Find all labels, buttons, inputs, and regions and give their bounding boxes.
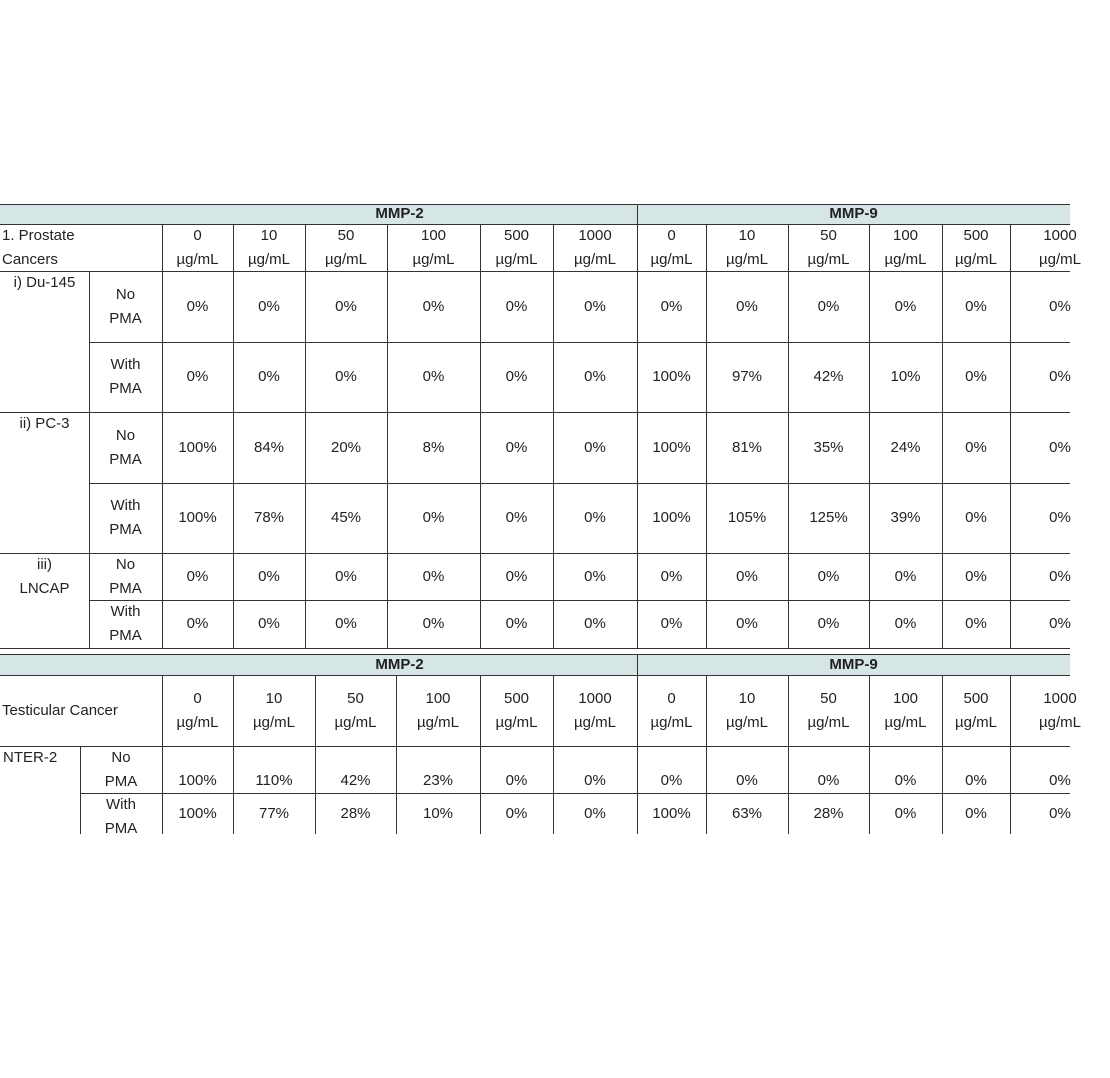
table-title: Testicular Cancer [2,701,118,719]
column-header: 10 µg/mL [248,226,290,268]
value-cell: 77% [258,804,290,822]
value-cell: 0% [422,297,445,315]
value-cell: 0% [965,567,987,585]
value-cell: 97% [731,368,763,385]
value-cell: 100% [652,438,691,456]
value-cell: 110% [255,772,293,789]
value-cell: 0% [965,509,987,526]
grid-line [869,224,870,648]
grid-line [637,654,638,834]
value-cell: 0% [1049,297,1071,315]
value-cell: 0% [660,615,683,632]
group-header-mmp9: MMP-9 [637,654,1070,675]
grid-line [80,793,1070,794]
value-cell: 0% [335,567,357,585]
grid-line [788,224,789,648]
condition-label: With PMA [109,603,142,644]
value-cell: 100% [178,772,217,789]
value-cell: 8% [422,438,445,456]
column-header: 1000 µg/mL [574,226,616,268]
condition-label: No PMA [109,285,142,327]
value-cell: 0% [894,297,917,315]
condition-label: No PMA [109,426,142,468]
value-cell: 0% [335,368,357,385]
grid-line [80,746,81,834]
grid-line [0,204,1070,205]
value-cell: 125% [809,509,848,526]
value-cell: 0% [258,567,280,585]
value-cell: 0% [584,772,606,789]
value-cell: 0% [1049,509,1071,526]
value-cell: 10% [422,804,454,822]
grid-line [1010,224,1011,648]
value-cell: 0% [335,615,357,632]
grid-line [387,224,388,648]
grid-line [89,483,1070,484]
value-cell: 0% [894,772,917,789]
value-cell: 0% [505,615,528,632]
grid-line [0,648,1070,649]
value-cell: 0% [584,615,606,632]
value-cell: 0% [1049,567,1071,585]
column-header: 1000 µg/mL [1039,226,1081,268]
value-cell: 45% [330,509,362,526]
column-header: 100 µg/mL [884,226,927,268]
value-cell: 0% [660,772,683,789]
condition-label: With PMA [109,356,142,397]
value-cell: 0% [584,368,606,385]
value-cell: 28% [340,804,371,822]
group-label: NTER-2 [3,749,58,766]
value-cell: 0% [965,438,987,456]
value-cell: 0% [186,615,209,632]
column-header: 500 µg/mL [955,689,997,731]
grid-line [396,675,397,834]
column-header: 10 µg/mL [726,226,768,268]
grid-line [89,600,1070,601]
value-cell: 0% [1049,368,1071,385]
value-cell: 0% [965,804,987,822]
value-cell: 24% [890,438,921,456]
grid-line [788,675,789,834]
value-cell: 0% [660,567,683,585]
value-cell: 0% [894,804,917,822]
value-cell: 0% [505,297,528,315]
value-cell: 0% [1049,772,1071,789]
value-cell: 0% [422,615,445,632]
value-cell: 0% [258,615,280,632]
grid-line [162,675,163,834]
value-cell: 0% [1049,615,1071,632]
grid-line [0,553,1070,554]
grid-line [869,675,870,834]
grid-line [942,675,943,834]
value-cell: 0% [422,368,445,385]
column-header: 0 µg/mL [176,689,219,731]
group-label: ii) PC-3 [19,415,70,432]
value-cell: 63% [731,804,763,822]
value-cell: 28% [813,804,844,822]
value-cell: 0% [584,438,606,456]
grid-line [0,224,1070,225]
value-cell: 0% [422,509,445,526]
condition-label: With PMA [104,796,138,837]
value-cell: 0% [422,567,445,585]
group-label: iii) LNCAP [19,556,70,597]
column-header: 0 µg/mL [176,226,219,268]
value-cell: 0% [584,804,606,822]
value-cell: 0% [736,615,758,632]
column-header: 10 µg/mL [726,689,768,731]
value-cell: 0% [584,567,606,585]
value-cell: 0% [186,297,209,315]
value-cell: 0% [584,509,606,526]
value-cell: 0% [1049,438,1071,456]
column-header: 10 µg/mL [253,689,295,731]
grid-line [0,271,1070,272]
value-cell: 0% [965,368,987,385]
value-cell: 42% [340,772,371,789]
value-cell: 0% [505,509,528,526]
value-cell: 0% [335,297,357,315]
column-header: 50 µg/mL [807,226,850,268]
condition-label: No PMA [104,749,138,790]
value-cell: 84% [253,438,285,456]
value-cell: 0% [965,297,987,315]
condition-label: No PMA [109,555,142,597]
value-cell: 0% [660,297,683,315]
testicular-cancer-table [0,654,1081,837]
grid-line [1010,675,1011,834]
column-header: 500 µg/mL [495,226,538,268]
group-header-mmp9: MMP-9 [637,204,1070,224]
grid-line [0,746,1070,747]
value-cell: 105% [727,509,767,526]
value-cell: 100% [652,368,691,385]
table-title: 1. Prostate Cancers [2,226,75,268]
value-cell: 0% [817,297,840,315]
value-cell: 23% [422,772,454,789]
value-cell: 35% [813,438,844,456]
value-cell: 0% [505,368,528,385]
grid-line [0,654,1070,655]
value-cell: 0% [505,567,528,585]
condition-label: With PMA [109,497,142,538]
value-cell: 0% [817,615,840,632]
grid-line [233,675,234,834]
column-header: 50 µg/mL [334,689,377,731]
column-header: 0 µg/mL [650,689,693,731]
grid-line [0,412,1070,413]
value-cell: 0% [258,368,280,385]
value-cell: 42% [813,368,844,385]
grid-line [233,224,234,648]
value-cell: 0% [894,567,917,585]
value-cell: 20% [330,438,362,456]
value-cell: 0% [505,438,528,456]
value-cell: 0% [258,297,280,315]
value-cell: 100% [652,509,691,526]
value-cell: 0% [894,615,917,632]
column-header: 1000 µg/mL [1039,689,1081,731]
grid-line [480,224,481,648]
grid-line [162,224,163,648]
grid-line [89,271,90,648]
column-header: 100 µg/mL [412,226,455,268]
grid-line [706,224,707,648]
value-cell: 0% [736,297,758,315]
grid-line [0,675,1070,676]
grid-line [315,675,316,834]
value-cell: 0% [817,567,840,585]
column-header: 100 µg/mL [417,689,459,731]
value-cell: 0% [584,297,606,315]
value-cell: 0% [186,368,209,385]
grid-line [553,224,554,648]
value-cell: 100% [178,438,217,456]
column-header: 100 µg/mL [884,689,927,731]
value-cell: 100% [178,804,217,822]
grid-line [305,224,306,648]
value-cell: 0% [736,567,758,585]
grid-line [553,675,554,834]
column-header: 50 µg/mL [325,226,367,268]
value-cell: 0% [736,772,758,789]
value-cell: 0% [965,615,987,632]
value-cell: 100% [178,509,217,526]
value-cell: 10% [890,368,921,385]
value-cell: 0% [817,772,840,789]
grid-line [480,675,481,834]
column-header: 50 µg/mL [807,689,850,731]
column-header: 1000 µg/mL [574,689,616,731]
column-header: 500 µg/mL [495,689,538,731]
grid-line [942,224,943,648]
value-cell: 0% [505,772,528,789]
grid-line [89,342,1070,343]
value-cell: 0% [186,567,209,585]
group-header-mmp2: MMP-2 [162,654,637,675]
value-cell: 81% [731,438,763,456]
value-cell: 100% [652,804,691,822]
value-cell: 39% [890,509,921,526]
column-header: 500 µg/mL [955,226,997,268]
group-header-mmp2: MMP-2 [162,204,637,224]
grid-line [706,675,707,834]
group-label: i) Du-145 [13,274,76,291]
value-cell: 0% [965,772,987,789]
value-cell: 78% [253,509,285,526]
column-header: 0 µg/mL [650,226,693,268]
value-cell: 0% [1049,804,1071,822]
value-cell: 0% [505,804,528,822]
